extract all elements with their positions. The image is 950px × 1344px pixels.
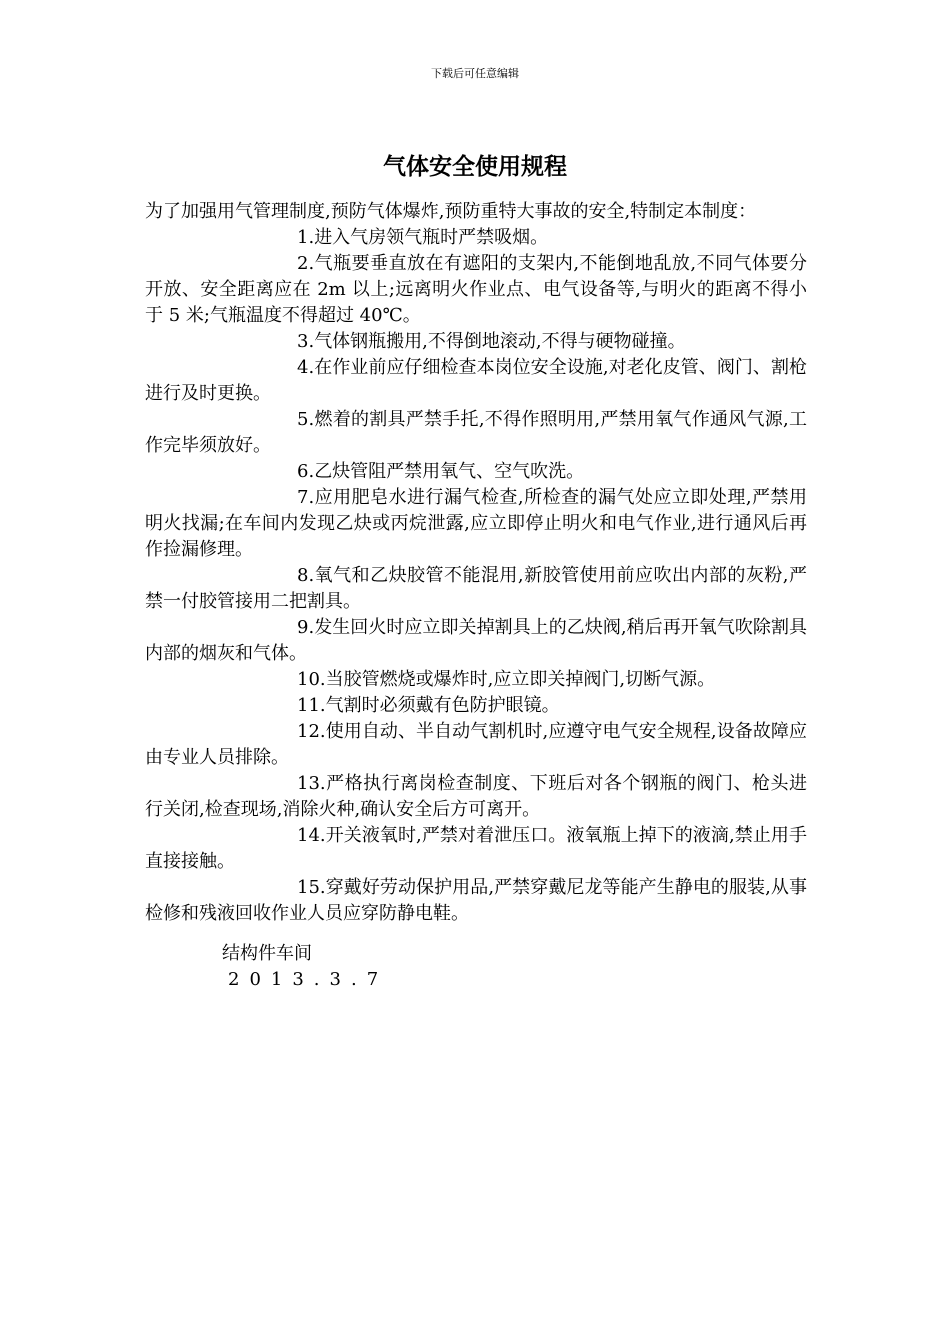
intro-paragraph: 为了加强用气管理制度,预防气体爆炸,预防重特大事故的安全,特制定本制度： — [145, 201, 757, 222]
signature-department: 结构件车间 — [222, 943, 312, 964]
rule-number: 8. — [297, 565, 315, 586]
rule-text: 进入气房领气瓶时严禁吸烟。 — [314, 227, 549, 248]
rule-item-12 — [145, 719, 807, 771]
rule-text: 气瓶要垂直放在有遮阳的支架内,不能倒地乱放,不同气体要分开放、安全距离应在 2m 以上;远离明火作业点、电气设备等,与明火的距离不得小于 5 米;气瓶温度不得超过 40℃。 — [145, 253, 807, 326]
rule-item-3 — [145, 329, 807, 355]
rule-number: 9. — [297, 617, 315, 638]
rule-text: 发生回火时应立即关掉割具上的乙炔阀,稍后再开氧气吹除割具内部的烟灰和气体。 — [145, 617, 807, 664]
rule-item-9 — [145, 615, 807, 667]
rule-text: 乙炔管阻严禁用氧气、空气吹洗。 — [314, 461, 585, 482]
signature-block — [222, 941, 388, 993]
rule-item-4 — [145, 355, 807, 407]
page-title: 气体安全使用规程 — [383, 154, 567, 180]
rule-number: 5. — [297, 409, 315, 430]
rule-item-7 — [145, 485, 807, 563]
rule-number: 7. — [297, 487, 315, 508]
rule-item-10 — [145, 667, 807, 693]
rule-number: 13. — [297, 773, 326, 794]
rule-item-5 — [145, 407, 807, 459]
rule-item-1 — [145, 225, 807, 251]
rule-text: 氧气和乙炔胶管不能混用,新胶管使用前应吹出内部的灰粉,严禁一付胶管接用二把割具。 — [145, 565, 807, 612]
rule-text: 气割时必须戴有色防护眼镜。 — [325, 695, 560, 716]
signature-date: 2013.3.7 — [228, 969, 389, 990]
rule-item-13 — [145, 771, 807, 823]
rule-text: 气体钢瓶搬用,不得倒地滚动,不得与硬物碰撞。 — [314, 331, 686, 352]
rule-text: 严格执行离岗检查制度、下班后对各个钢瓶的阀门、枪头进行关闭,检查现场,消除火种,确认安全后方可离开。 — [145, 773, 807, 820]
rule-number: 3. — [297, 331, 315, 352]
rule-text: 当胶管燃烧或爆炸时,应立即关掉阀门,切断气源。 — [325, 669, 716, 690]
rule-number: 12. — [297, 721, 326, 742]
rule-text: 穿戴好劳动保护用品,严禁穿戴尼龙等能产生静电的服装,从事检修和残液回收作业人员应穿防静电鞋。 — [145, 877, 807, 924]
rule-number: 14. — [297, 825, 326, 846]
rule-item-11 — [145, 693, 807, 719]
rule-item-14 — [145, 823, 807, 875]
rule-text: 使用自动、半自动气割机时,应遵守电气安全规程,设备故障应由专业人员排除。 — [145, 721, 807, 768]
rule-item-2 — [145, 251, 807, 329]
rule-item-6 — [145, 459, 807, 485]
rule-number: 2. — [297, 253, 315, 274]
rule-text: 燃着的割具严禁手托,不得作照明用,严禁用氧气作通风气源,工作完毕须放好。 — [145, 409, 807, 456]
rule-text: 开关液氧时,严禁对着泄压口。液氧瓶上掉下的液滴,禁止用手直接接触。 — [145, 825, 807, 872]
document-body — [145, 199, 807, 927]
rule-text: 应用肥皂水进行漏气检查,所检查的漏气处应立即处理,严禁用明火找漏;在车间内发现乙炔或丙烷泄露,应立即停止明火和电气作业,进行通风后再作捡漏修理。 — [145, 487, 807, 560]
rule-item-15 — [145, 875, 807, 927]
rule-item-8 — [145, 563, 807, 615]
rule-number: 6. — [297, 461, 315, 482]
header-note: 下载后可任意编辑 — [431, 67, 519, 80]
rule-number: 4. — [297, 357, 315, 378]
rule-number: 1. — [297, 227, 315, 248]
rule-number: 10. — [297, 669, 326, 690]
rule-number: 15. — [297, 877, 326, 898]
rule-text: 在作业前应仔细检查本岗位安全设施,对老化皮管、阀门、割枪进行及时更换。 — [145, 357, 807, 404]
rule-number: 11. — [297, 695, 326, 716]
